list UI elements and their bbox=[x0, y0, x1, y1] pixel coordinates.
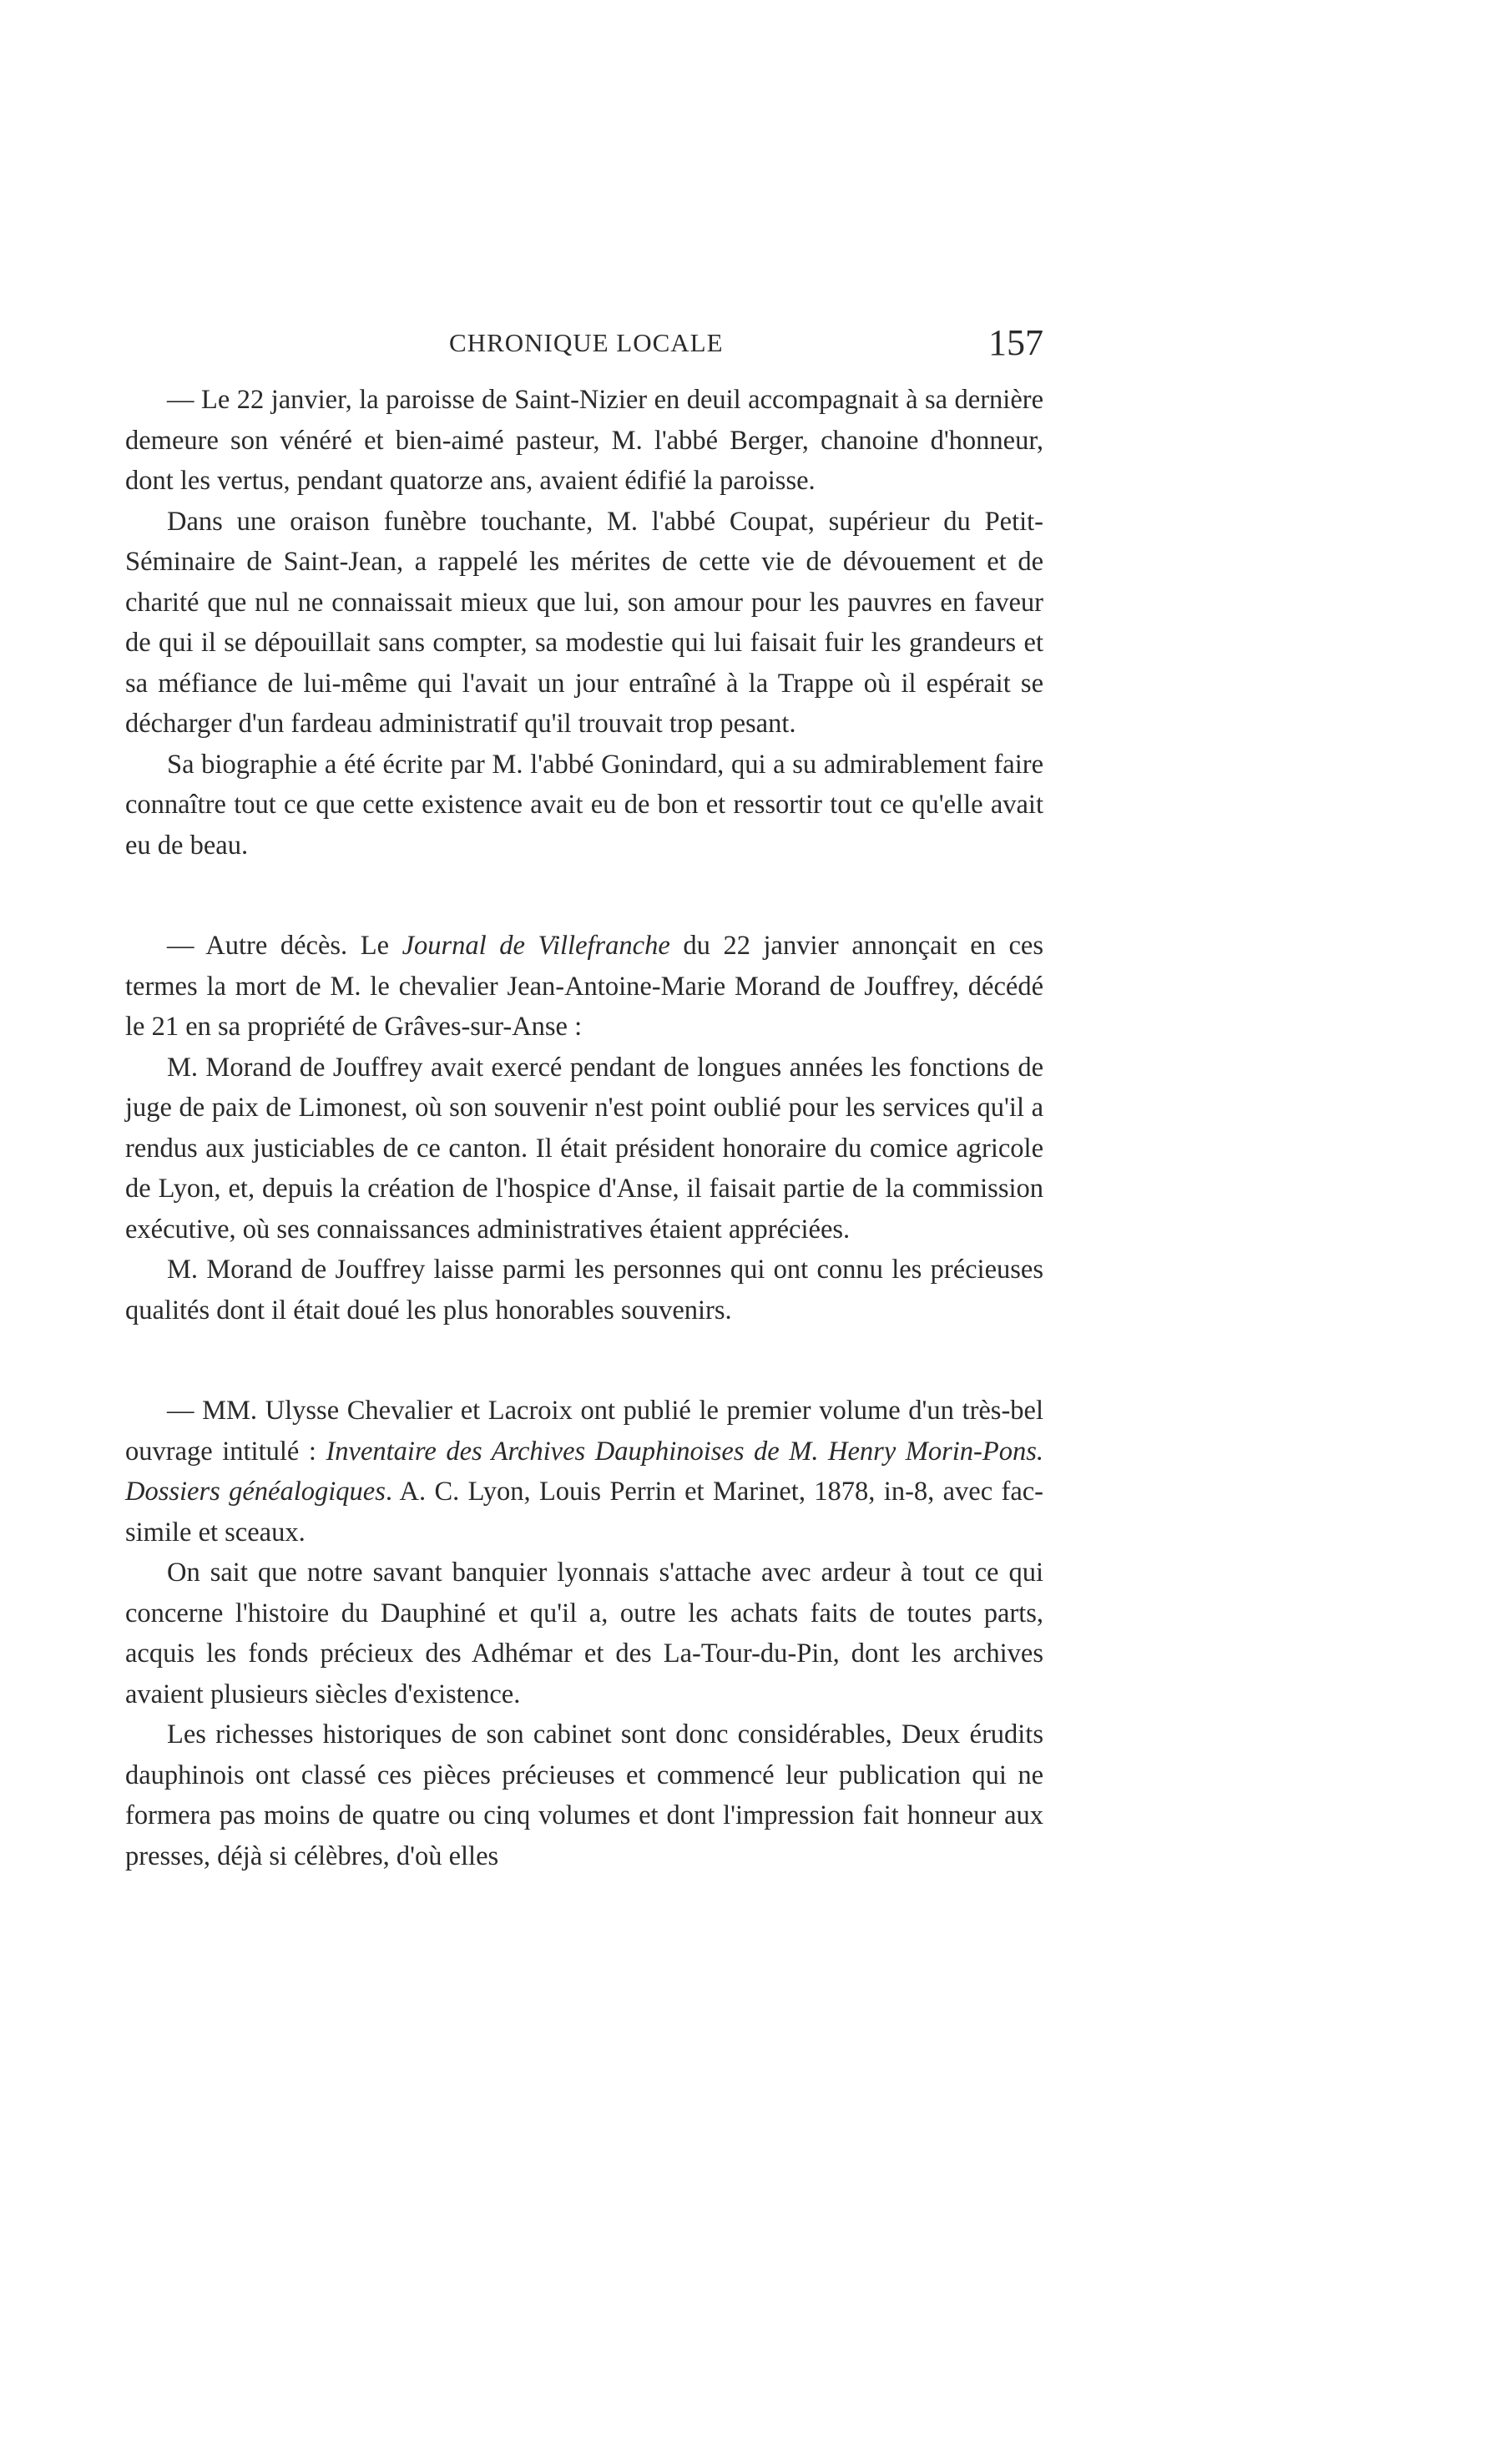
paragraph bbox=[125, 926, 1043, 1048]
section-separator bbox=[125, 866, 1043, 926]
section-separator bbox=[125, 1330, 1043, 1391]
paragraph: M. Morand de Jouffrey laisse parmi les personnes qui ont connu les précieuses qualités dont il était doué les plus honorables souvenirs. bbox=[125, 1255, 1043, 1325]
text-run: — Autre décès. Le bbox=[167, 931, 402, 961]
paragraph: Les richesses historiques de son cabinet sont donc considérables, Deux érudits dauphinois ont classé ces pièces précieuses et commencé leur publication qui ne formera pas moins de quatre ou cinq volumes et dont l'impression fait honneur aux presses, déjà si célèbres, d'où elles bbox=[125, 1719, 1043, 1871]
body-text bbox=[125, 380, 1043, 1876]
paragraph: Sa biographie a été écrite par M. l'abbé Gonindard, qui a su admirablement faire connaître tout ce que cette existence avait eu de bon et ressortir tout ce qu'elle avait eu de beau. bbox=[125, 749, 1043, 861]
text-run: . A. C. Lyon, Louis Perrin et Marinet, 1878, in-8, avec fac-simile et sceaux. bbox=[125, 1477, 1043, 1548]
book-title: Inventaire des Archives Dauphinoises de M. Henry Morin-Pons. Dossiers généalogiques bbox=[125, 1436, 1044, 1507]
running-head: CHRONIQUE LOCALE bbox=[449, 328, 724, 357]
text-run: — MM. Ulysse Chevalier et Lacroix ont publié le premier volume d'un très-bel ouvrage intitulé : bbox=[125, 1396, 1043, 1467]
paragraph: On sait que notre savant banquier lyonnais s'attache avec ardeur à tout ce qui concerne l'histoire du Dauphiné et qu'il a, outre les achats faits de toutes parts, acquis les fonds précieux des Adhémar et des La-Tour-du-Pin, dont les archives avaient plusieurs siècles d'existence. bbox=[125, 1558, 1043, 1709]
paragraph: Dans une oraison funèbre touchante, M. l'abbé Coupat, supérieur du Petit-Séminaire de Saint-Jean, a rappelé les mérites de cette vie de dévouement et de charité que nul ne connaissait mieux que lui, son amour pour les pauvres en faveur de qui il se dépouillait sans compter, sa modestie qui lui faisait fuir les grandeurs et sa méfiance de lui-même qui l'avait un jour entraîné à la Trappe où il espérait se décharger d'un fardeau administratif qu'il trouvait trop pesant. bbox=[125, 506, 1043, 739]
paragraph: M. Morand de Jouffrey avait exercé pendant de longues années les fonctions de juge de paix de Limonest, où son souvenir n'est point oublié pour les services qu'il a rendus aux justiciables de ce canton. Il était président honoraire du comice agricole de Lyon, et, depuis la création de l'hospice d'Anse, il faisait partie de la commission exécutive, où ses connaissances administratives étaient appréciées. bbox=[125, 1052, 1043, 1245]
page-header bbox=[125, 321, 1043, 371]
paragraph bbox=[125, 1391, 1043, 1553]
paragraph: — Le 22 janvier, la paroisse de Saint-Nizier en deuil accompagnait à sa dernière demeure son vénéré et bien-aimé pasteur, M. l'abbé Berger, chanoine d'honneur, dont les vertus, pendant quatorze ans, avaient édifié la paroisse. bbox=[125, 385, 1043, 496]
page-number: 157 bbox=[988, 322, 1043, 363]
journal-title: Journal de Villefranche bbox=[402, 931, 670, 961]
text-run: du 22 janvier annonçait en ces termes la mort de M. le chevalier Jean-Antoine-Marie Morand de Jouffrey, décédé le 21 en sa propriété de Grâves-sur-Anse : bbox=[125, 931, 1043, 1042]
